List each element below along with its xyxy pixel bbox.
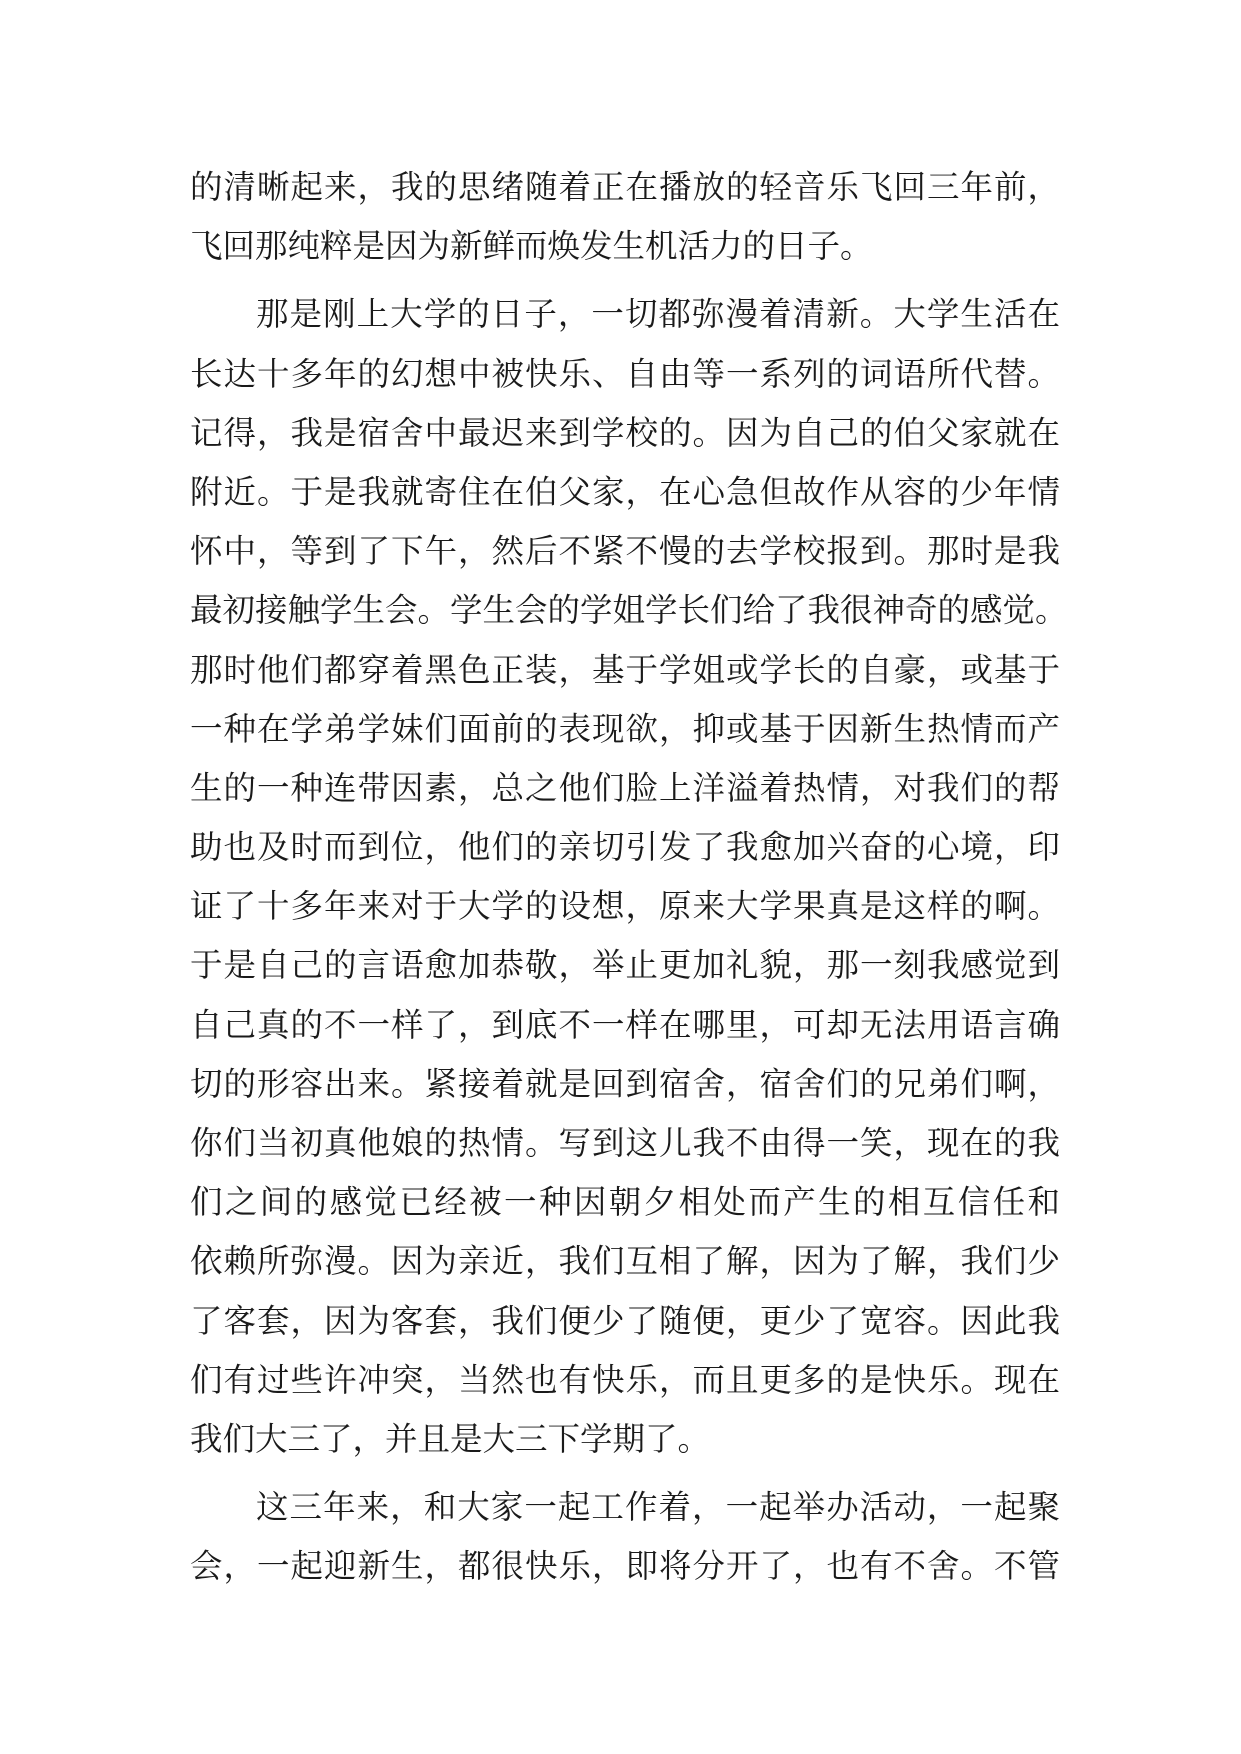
body-text xyxy=(190,158,1068,1597)
text-line: 记得，我是宿舍中最迟来到学校的。因为自己的伯父家就在 xyxy=(190,413,1060,452)
text-line: 飞回那纯粹是因为新鲜而焕发生机活力的日子。 xyxy=(190,227,873,266)
text-line: 最初接触学生会。学生会的学姐学长们给了我很神奇的感觉。 xyxy=(190,591,1068,630)
text-line: 那时他们都穿着黑色正装，基于学姐或学长的自豪，或基于 xyxy=(190,650,1060,689)
text-line: 这三年来，和大家一起工作着，一起举办活动，一起聚 xyxy=(256,1488,1060,1527)
text-line: 自己真的不一样了，到底不一样在哪里，可却无法用语言确 xyxy=(190,1005,1060,1044)
text-line: 们之间的感觉已经被一种因朝夕相处而产生的相互信任和 xyxy=(190,1183,1060,1222)
text-line: 你们当初真他娘的热情。写到这儿我不由得一笑，现在的我 xyxy=(190,1124,1060,1162)
text-line: 于是自己的言语愈加恭敬，举止更加礼貌，那一刻我感觉到 xyxy=(190,946,1060,985)
text-line: 怀中，等到了下午，然后不紧不慢的去学校报到。那时是我 xyxy=(190,532,1060,571)
text-line: 生的一种连带因素，总之他们脸上洋溢着热情，对我们的帮 xyxy=(190,768,1060,807)
text-line: 证了十多年来对于大学的设想，原来大学果真是这样的啊。 xyxy=(190,887,1060,926)
text-line: 会，一起迎新生，都很快乐，即将分开了，也有不舍。不管 xyxy=(190,1547,1060,1586)
text-line: 助也及时而到位，他们的亲切引发了我愈加兴奋的心境，印 xyxy=(190,828,1060,867)
text-line: 一种在学弟学妹们面前的表现欲，抑或基于因新生热情而产 xyxy=(190,709,1060,748)
text-line: 切的形容出来。紧接着就是回到宿舍，宿舍们的兄弟们啊， xyxy=(190,1064,1060,1103)
text-line: 我们大三了，并且是大三下学期了。 xyxy=(190,1419,711,1458)
text-line: 的清晰起来，我的思绪随着正在播放的轻音乐飞回三年前， xyxy=(190,168,1060,206)
text-line: 们有过些许冲突，当然也有快乐，而且更多的是快乐。现在 xyxy=(190,1360,1060,1399)
text-line: 长达十多年的幻想中被快乐、自由等一系列的词语所代替。 xyxy=(190,354,1060,393)
text-line: 了客套，因为客套，我们便少了随便，更少了宽容。因此我 xyxy=(190,1301,1060,1340)
text-line: 那是刚上大学的日子，一切都弥漫着清新。大学生活在 xyxy=(256,295,1060,334)
text-line: 依赖所弥漫。因为亲近，我们互相了解，因为了解，我们少 xyxy=(190,1242,1060,1281)
text-line: 附近。于是我就寄住在伯父家，在心急但故作从容的少年情 xyxy=(190,472,1060,511)
